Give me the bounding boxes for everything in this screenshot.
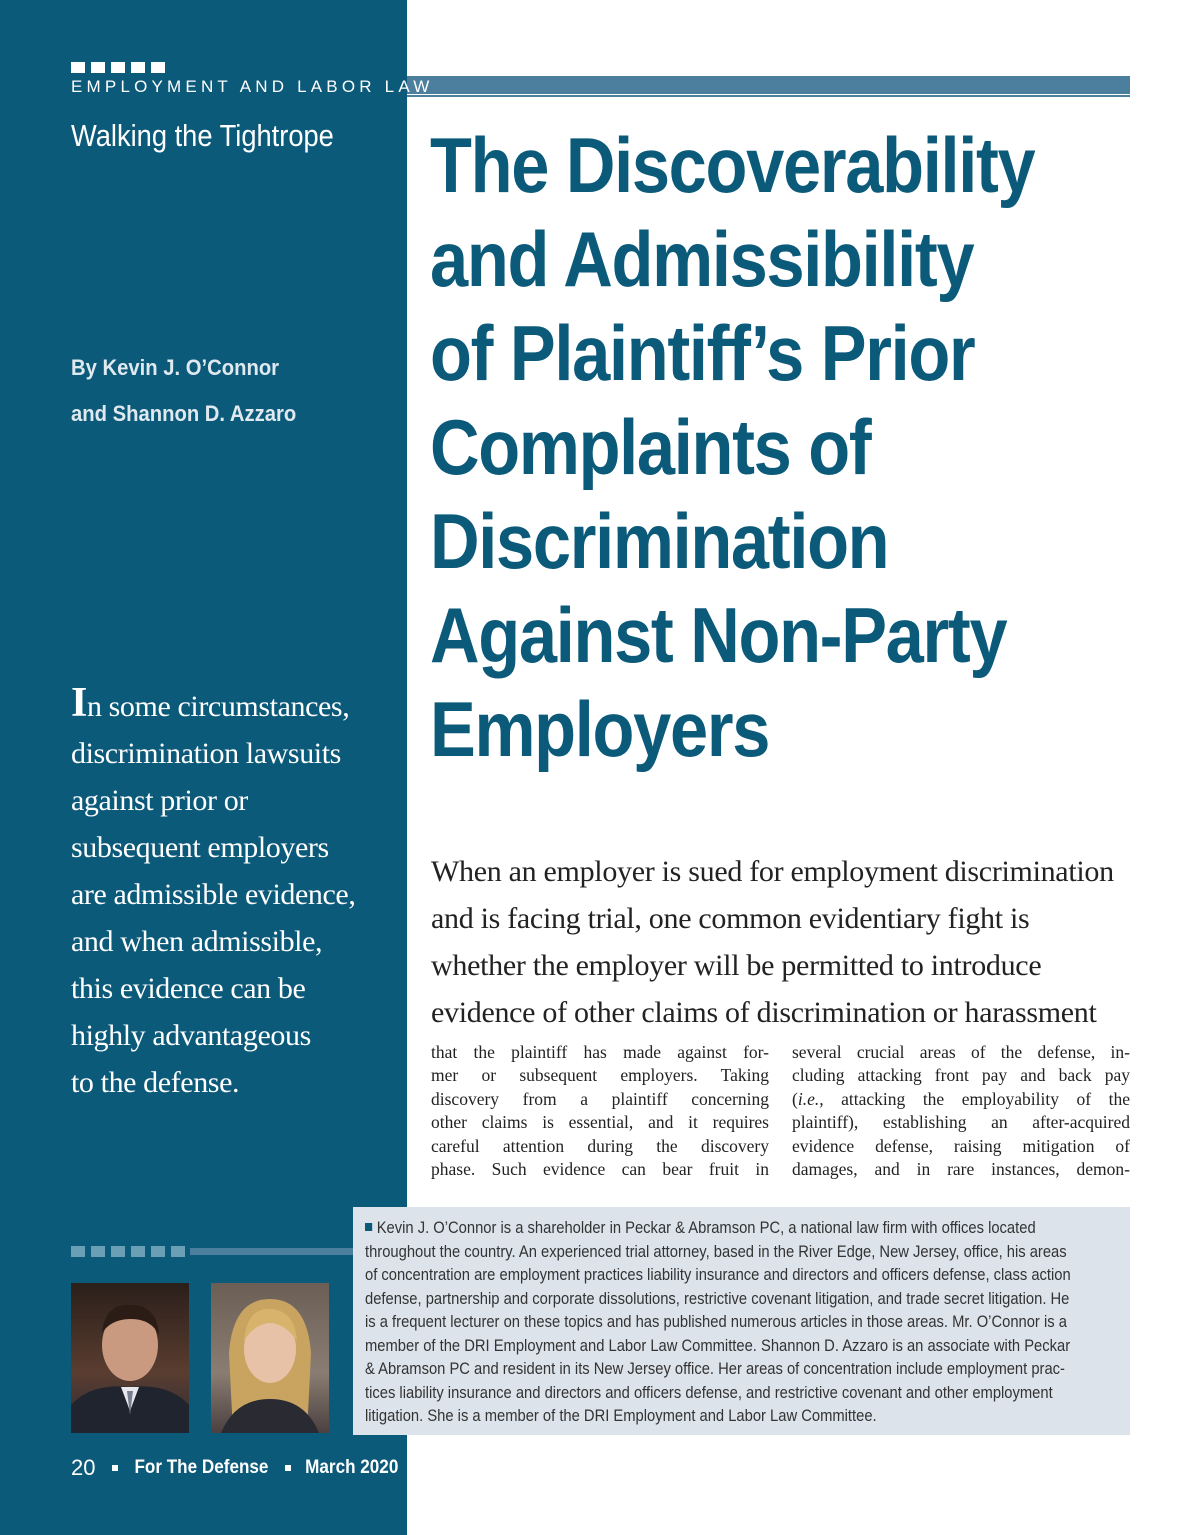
pull-quote-line: to the defense. [71,1066,240,1099]
byline-author-2: and Shannon D. Azzaro [71,401,297,426]
lead-line: whether the employer will be permitted to introduce [431,949,1042,982]
title-line: The Discoverability [430,121,1035,209]
author-photo-kevin [71,1283,189,1433]
bio-line: litigation. She is a member of the DRI Employment and Labor Law Committee. [365,1407,877,1425]
pull-quote-line: against prior or [71,784,248,817]
body-line: cluding attacking front pay and back pay [792,1065,1130,1086]
pull-quote-line: this evidence can be [71,972,306,1005]
bio-line: Kevin J. O’Connor is a shareholder in Peckar & Abramson PC, a national law firm with offices located [376,1219,1036,1237]
body-line: phase. Such evidence can bear fruit in [431,1159,769,1180]
body-line: plaintiff), establishing an after-acquired [792,1112,1130,1133]
pull-quote-line: subsequent employers [71,831,329,864]
bio-line: & Abramson PC and resident in its New Jersey office. Her areas of concentration include employment prac- [365,1360,1065,1378]
separator-square-icon [112,1465,118,1471]
bio-line: is a frequent lecturer on these topics and has published numerous articles in those areas. Mr. O’Connor is a [365,1313,1067,1331]
pull-quote-line: are admissible evidence, [71,878,356,911]
bio-line: throughout the country. An experienced trial attorney, based in the River Edge, New Jersey, office, his areas [365,1242,1067,1261]
bio-line: defense, partnership and corporate dissolutions, restrictive covenant litigation, and trade secret litigation. He [365,1289,1070,1308]
body-line: other claims is essential, and it requires [431,1112,769,1133]
pull-quote-line: highly advantageous [71,1019,311,1052]
body-line: several crucial areas of the defense, in- [792,1042,1130,1062]
article-title [430,118,1072,776]
body-line: damages, and in rare instances, demon- [792,1159,1130,1180]
author-bio-text [365,1217,1121,1429]
page-footer [71,1455,404,1481]
title-line: of Plaintiff’s Prior [430,309,975,397]
lead-line: and is facing trial, one common evidentiary fight is [431,902,1030,935]
bio-line: tices liability insurance and directors and officers defense, and restrictive covenant and other employment [365,1383,1053,1402]
page-number: 20 [71,1455,96,1480]
title-line: Complaints of [430,403,871,491]
body-line: that the plaintiff has made against for- [431,1042,769,1062]
publication-name: For The Defense [134,1457,269,1478]
pull-quote-line: n some circumstances, [86,690,350,723]
drop-cap: I [71,680,87,726]
decorative-squares-bottom [71,1246,185,1257]
title-line: Against Non-Party [430,591,1007,679]
author-photo-shannon [211,1283,329,1433]
title-line: and Admissibility [430,215,974,303]
body-line: discovery from a plaintiff concerning [431,1088,769,1109]
kicker: Walking the Tightrope [71,118,334,153]
lead-line: When an employer is sued for employment discrimination [431,855,1114,888]
body-line: (i.e., attacking the employability of the [792,1088,1130,1109]
author-bio-box [353,1207,1130,1435]
body-line: mer or subsequent employers. Taking [431,1065,769,1086]
body-line: careful attention during the discovery [431,1135,769,1156]
body-column-1 [431,1041,769,1181]
issue-date: March 2020 [305,1457,399,1478]
bio-line: member of the DRI Employment and Labor Law Committee. Shannon D. Azzaro is an associate with Peckar [365,1336,1071,1355]
separator-square-icon [285,1465,291,1471]
bullet-square-icon [365,1223,372,1231]
byline-author-1: By Kevin J. O’Connor [71,355,280,380]
pull-quote-line: and when admissible, [71,925,323,958]
decorative-squares-top [71,62,165,73]
title-line: Discrimination [430,497,889,585]
bio-line: of concentration are employment practices liability insurance and directors and officers defense, class action [365,1266,1071,1284]
lead-line: evidence of other claims of discrimination or harassment [431,996,1097,1029]
body-column-2 [792,1041,1130,1181]
body-line: evidence defense, raising mitigation of [792,1135,1130,1156]
title-line: Employers [430,685,770,773]
pull-quote [71,680,391,1106]
lead-paragraph [431,848,1131,1036]
section-label: EMPLOYMENT AND LABOR LAW [71,77,434,96]
divider-rule [190,1248,354,1255]
pull-quote-line: discrimination lawsuits [71,737,341,770]
